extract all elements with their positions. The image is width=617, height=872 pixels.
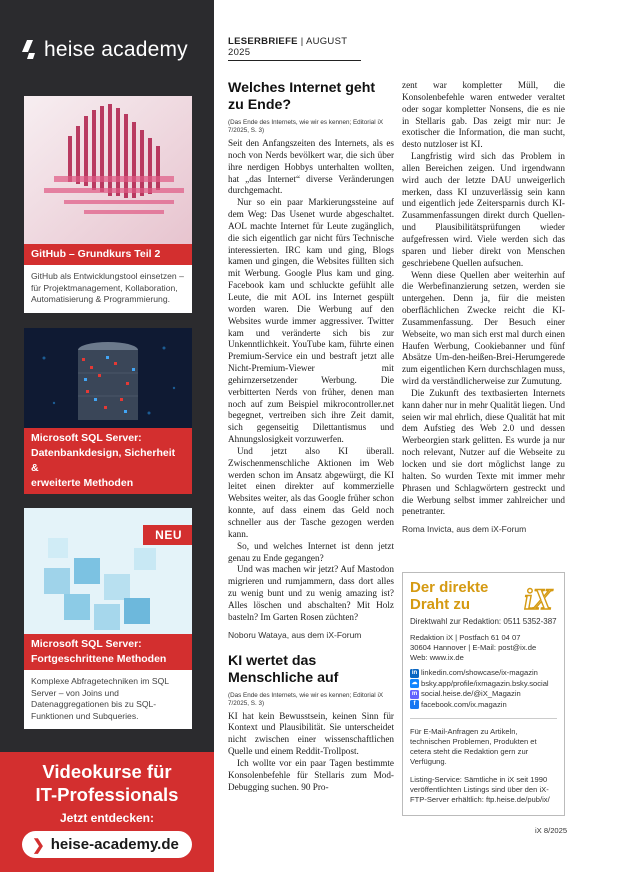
mastodon-icon: m: [411, 690, 418, 697]
course-title-sql-design: Microsoft SQL Server: Datenbankdesign, Sicherheit & erweiterte Methoden: [24, 428, 192, 494]
letter-paragraph: Langfristig wird sich das Problem in allen Bereichen zeigen. Und irgendwann wird auch der letzte DAU unweigerlich merken, dass KI unzuverlässig sein kann und eigentlich jede Zeitersparnis durch KI-Zusammenfassungen direkt durch Quellen- und Plausibilitätsprüfungen wieder aufgefressen wird. Viele werden sich das sparen und lieber direkt von Menschen geschriebene Quellen aufsuchen.: [402, 151, 565, 268]
social-link-mastodon[interactable]: m social.heise.de/@iX_Magazin: [411, 689, 521, 698]
bluesky-icon: ☁: [411, 680, 418, 687]
heise-academy-link-button[interactable]: ❯ heise-academy.de: [22, 831, 192, 858]
facebook-icon: f: [410, 700, 419, 709]
contact-box: [402, 572, 565, 816]
letter-paragraph: Die Zukunft des textbasierten Internets kann daher nur in mehr Qualität liegen. Und seien wir mal ehrlich, diese Qualität hat mit dem Aufstieg des Web 2.0 und dessen Werbeorgien stark gelitten. Es wurde ja nur noch relevant, Nutzer auf die Webseite zu locken und sie dort möglichst lange zu halten. So wurden Texte mit immer mehr Phrasen und Schlagwörtern gestreckt und die Werbung selbst immer zahlreicher und penetranter.: [402, 387, 565, 517]
divider: [410, 718, 557, 719]
letter-paragraph: Seit den Anfangszeiten des Internets, als es noch von Nerds bevölkert war, die sich über ihre nerdigen Hobbys unterhalten wollten, hat „das Internet“ diverse Veränderungen durchgemacht.: [228, 138, 394, 196]
course-description-github: GitHub als Entwicklungstool einsetzen – für Projektmanagement, Kollaboration, Automatisierung & Programmierung.: [31, 271, 184, 304]
letter-paragraph: KI hat kein Bewusstsein, keinen Sinn für Kontext und Plausibilität. Sie unterscheidet nicht zwischen einer wissenschaftlichen Quelle und einem Reddit-Trollpost.: [228, 710, 394, 757]
letter-reference: (Das Ende des Internets, wie wir es kennen; Editorial iX 7/2025, S. 3): [228, 691, 384, 707]
social-links: [410, 668, 557, 710]
heise-academy-logo: [22, 36, 188, 64]
brand-name: heise academy: [44, 38, 188, 61]
listing-service-note: Listing-Service: Sämtliche in iX seit 1990 veröffentlichten Listings sind über den iX-FTP-Server erhältlich: ftp.heise.de/pub/ix/: [410, 775, 550, 804]
letter-title: KI wertet das Menschliche auf: [228, 652, 339, 686]
course-image-github: [24, 96, 192, 244]
letter-author: Roma Invicta, aus dem iX-Forum: [402, 524, 527, 535]
letter-paragraph: Wenn diese Quellen aber weiterhin auf die Werbefinanzierung setzen, werden sie untergehen. Denn ja, für die meisten oberflächlichen Zwecke reicht die KI-Zusammenfassung. Der Besuch einer Webseite, wo man sich erst mal durch einen Haufen Werbung, Cookiebanner und fünf Absätze Um-den-heißen-Brei-Herumgerede zum eigentlichen Kern durchschlagen muss, wird da verständlicherweise zur Zumutung.: [402, 269, 565, 387]
ad-call-to-action: [0, 752, 214, 872]
contact-heading: Der direkte Draht zu: [410, 579, 489, 613]
letter-reference: (Das Ende des Internets, wie wir es kennen; Editorial iX 7/2025, S. 3): [228, 119, 384, 134]
letter-paragraph: Ich wollte vor ein paar Tagen bestimmte Konsolenbefehle für Stellaris zum Mod-Debugging suchen. 90 Pro-: [228, 757, 394, 792]
new-badge: NEU: [143, 525, 192, 545]
ad-subline: Jetzt entdecken:: [59, 811, 155, 825]
course-title-sql-advanced: Microsoft SQL Server: Fortgeschrittene Methoden: [24, 634, 192, 670]
heise-academy-ad[interactable]: [0, 0, 214, 872]
letter-paragraph: So, und welches Internet ist denn jetzt genau zu Ende gegangen?: [228, 540, 394, 563]
course-card-sql-design[interactable]: [24, 328, 192, 494]
section-header: [228, 36, 361, 61]
header-separator: |: [297, 36, 306, 47]
article-column-2: [402, 80, 565, 535]
letter-title: Welches Internet geht zu Ende?: [228, 80, 376, 113]
article-column-1: [228, 80, 394, 794]
social-link-linkedin[interactable]: in linkedin.com/showcase/ix-magazin: [411, 668, 538, 677]
heise-logo-icon: [22, 40, 38, 60]
contact-phone: Direktwahl zur Redaktion: 0511 5352-387: [410, 617, 557, 626]
course-card-sql-advanced[interactable]: [24, 508, 192, 729]
ad-headline: Videokurse für IT-Professionals: [35, 761, 179, 805]
ix-logo-icon: [522, 579, 558, 615]
course-card-github[interactable]: [24, 96, 192, 313]
letter-paragraph: Nur so ein paar Markierungssteine auf dem Weg: Das Usenet wurde abgeschaltet. AOL machte Internet für Leute zugänglich, die sich eigentlich gar nicht fürs Technische interessierten. IRC kam und ging, Blogs kamen und gingen, die Websites füllten sich mit Werbung. Google Plus kam und ging. Facebook kam und schluckte gefühlt alle Leute, die mit AOL ins Internet gespült worden waren. Die Werbung auf den Websites wurde immer aggressiver. Twitter kam und veränderte sich bis zur Unkenntlichkeit. YouTube kam, führte einen Premium-Service ein und bestraft jetzt alle Nicht-Premium-Viewer mit gehirnzersetzender Werbung. Die verbitterten Nerds von früher, denen man noch auf zum Beispiel mikrocontroller.net begegnet, vertreiben sich ihre Zeit damit, sich gegenseitig Dilettantismus und Ahnungslosigkeit vorzuwerfen.: [228, 197, 394, 445]
letter-paragraph: Und was machen wir jetzt? Auf Mastodon migrieren und rumjammern, dass dort alles zu wenig bunt und zu wenig amazing ist? Alles löschen und abschalten? Mit Holz basteln? Im Garten Rosen züchten?: [228, 564, 394, 622]
letter-author: Noboru Wataya, aus dem iX-Forum: [228, 629, 362, 640]
issue-label: AUGUST 2025: [228, 36, 348, 58]
linkedin-icon: in: [411, 669, 418, 676]
svg-text:iX: iX: [524, 583, 553, 615]
social-link-bluesky[interactable]: ☁ bsky.app/profile/ixmagazin.bsky.social: [411, 678, 549, 688]
course-image-sql-advanced: [24, 508, 192, 634]
letter-paragraph: Und jetzt also KI überall. Zwischenmenschliche Aktionen im Web werden schon im Ansatz abgewürgt, die KI leitet einen direkter auf kommerzielle Websites weiter, als das Google früher schon konnte, auf dass einem das Geld noch schneller aus der Tasche gezogen werden kann.: [228, 445, 394, 539]
section-name: LESERBRIEFE: [228, 36, 298, 47]
course-image-sql-design: [24, 328, 192, 428]
contact-address: Redaktion iX | Postfach 61 04 07 30604 Hannover | E-Mail: post@ix.de Web: www.ix.de: [410, 633, 537, 662]
letter-paragraph: zent war kompletter Müll, die Konsolenbefehle waren entweder veraltet oder sogar kompletter Nonsens, die es nie in Stellaris gab. Das zeigt mir nur: Je exotischer die Information, die man sucht, desto nutzloser ist KI.: [402, 80, 565, 150]
social-link-facebook[interactable]: f facebook.com/ix.magazin: [410, 700, 557, 711]
chevron-right-icon: ❯: [32, 836, 45, 854]
course-title-github: GitHub – Grundkurs Teil 2: [24, 244, 192, 265]
contact-note: Für E-Mail-Anfragen zu Artikeln, technischen Problemen, Produkten et cetera steht die Redaktion gern zur Verfügung.: [410, 727, 537, 766]
course-description-sql-advanced: Komplexe Abfragetechniken im SQL Server – von Joins und Datenaggregationen bis zu SQL-Funktionen und Subqueries.: [31, 676, 169, 721]
page-folio: iX 8/2025: [535, 826, 568, 835]
